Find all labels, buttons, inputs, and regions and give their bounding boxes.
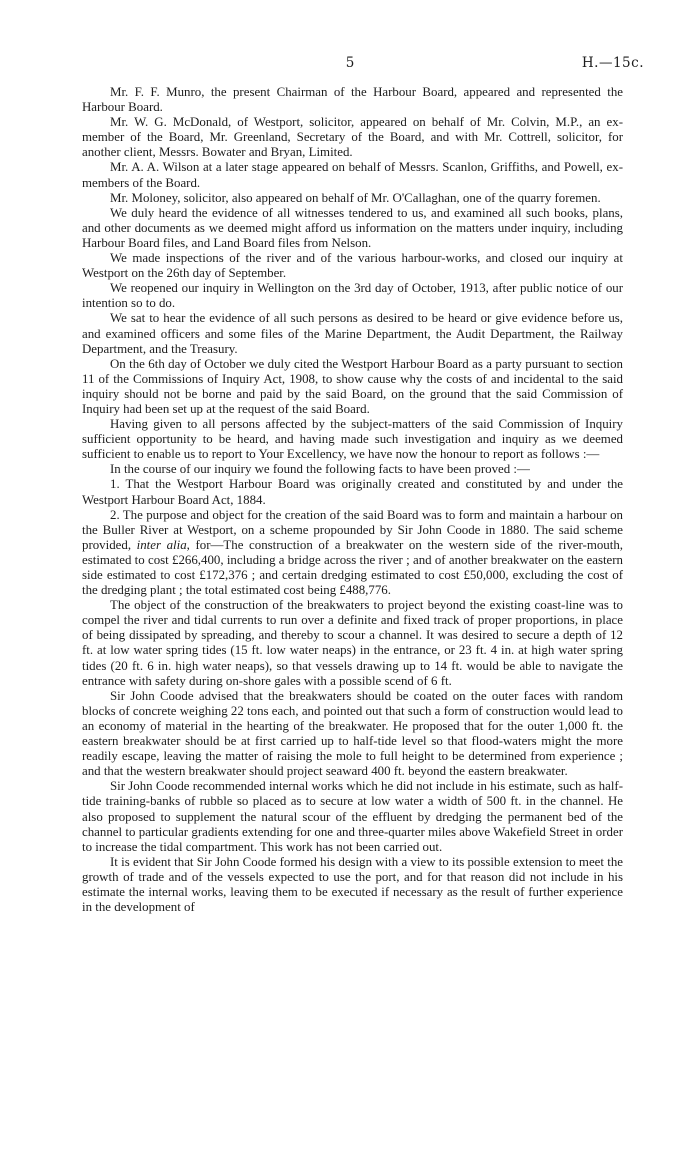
paragraph: Having given to all persons affected by the subject-matters of the said Commission of Inquiry sufficient opportunity to be heard, and having made such investigation and inquiry as we deemed sufficient to enable us to report to Your Excellency, we have now the honour to report as follows :—	[82, 417, 623, 462]
paragraph: We sat to hear the evidence of all such persons as desired to be heard or give evidence before us, and examined officers and some files of the Marine Department, the Audit Department, the Railway Department, and the Treasury.	[82, 311, 623, 356]
page-header	[0, 55, 700, 75]
numbered-paragraph: 1. That the Westport Harbour Board was originally created and constituted by and under the Westport Harbour Board Act, 1884.	[82, 477, 623, 507]
numbered-paragraph: 2. The purpose and object for the creation of the said Board was to form and maintain a harbour on the Buller River at Westport, on a scheme propounded by Sir John Coode in 1880. The said scheme provided, inter alia, for—The construction of a breakwater on the western side of the river-mouth, estimated to cost £266,400, including a bridge across the river ; and of another breakwater on the eastern side estimated to cost £172,376 ; and certain dredging estimated to cost £50,000, excluding the cost of the dredging plant ; the total estimated cost being £488,776.	[82, 507, 623, 598]
paragraph: It is evident that Sir John Coode formed his design with a view to its possible extension to meet the growth of trade and of the vessels expected to use the port, and for that reason did not include in his estimate the internal works, leaving them to be executed if necessary as the result of further experience in the development of	[82, 854, 623, 915]
paragraph: In the course of our inquiry we found the following facts to have been proved :—	[110, 462, 530, 477]
paragraph: Sir John Coode advised that the breakwaters should be coated on the outer faces with random blocks of concrete weighing 22 tons each, and pointed out that such a form of construction would lead to an economy of material in the hearting of the breakwater. He proposed that for the outer 1,000 ft. the eastern breakwater should be at first carried up to half-tide level so that flood-waters might the more readily escape, leaving the matter of raising the mole to full height to be determined from experience ; and that the western breakwater should project seaward 400 ft. beyond the eastern breakwater.	[82, 688, 623, 779]
document-reference: H.—15c.	[581, 55, 644, 71]
report-body	[82, 85, 623, 915]
page-number: 5	[345, 55, 355, 71]
paragraph: We reopened our inquiry in Wellington on the 3rd day of October, 1913, after public notice of our intention so to do.	[82, 281, 623, 311]
paragraph: Mr. W. G. McDonald, of Westport, solicitor, appeared on behalf of Mr. Colvin, M.P., an ex-member of the Board, Mr. Greenland, Secretary of the Board, and with Mr. Cottrell, solicitor, for another client, Messrs. Bowater and Bryan, Limited.	[82, 115, 623, 160]
paragraph: Mr. Moloney, solicitor, also appeared on behalf of Mr. O'Callaghan, one of the quarry foremen.	[110, 190, 601, 205]
paragraph: The object of the construction of the breakwaters to project beyond the existing coast-line was to compel the river and tidal currents to run over a definite and fixed track of proper proportions, in place of being dissipated by spreading, and thereby to scour a channel. It was desired to secure a depth of 12 ft. at low water spring tides (15 ft. low water neaps) in the entrance, or 23 ft. 4 in. at high water spring tides (20 ft. 6 in. high water neaps), so that vessels drawing up to 14 ft. would be able to navigate the entrance with safety during on-shore gales with a possible scend of 6 ft.	[82, 598, 623, 688]
paragraph: We duly heard the evidence of all witnesses tendered to us, and examined all such books, plans, and other documents as we deemed might afford us information on the matters under inquiry, including Harbour Board files, and Land Board files from Nelson.	[82, 205, 623, 250]
paragraph: Mr. F. F. Munro, the present Chairman of the Harbour Board, appeared and represented the Harbour Board.	[82, 85, 623, 115]
paragraph: On the 6th day of October we duly cited the Westport Harbour Board as a party pursuant to section 11 of the Commissions of Inquiry Act, 1908, to show cause why the costs of and incidental to the said inquiry should not be borne and paid by the said Board, on the ground that the said Commission of Inquiry had been set up at the request of the said Board.	[82, 356, 623, 416]
paragraph: Mr. A. A. Wilson at a later stage appeared on behalf of Messrs. Scanlon, Griffiths, and Powell, ex-members of the Board.	[82, 160, 623, 190]
paragraph: We made inspections of the river and of the various harbour-works, and closed our inquiry at Westport on the 26th day of September.	[82, 251, 623, 281]
italic-phrase: inter alia	[136, 537, 187, 552]
paragraph: Sir John Coode recommended internal works which he did not include in his estimate, such as half-tide training-banks of rubble so placed as to secure at low water a width of 500 ft. in the channel. He also proposed to supplement the natural scour of the effluent by dredging the permanent bed of the channel to particular gradients extending for one and three-quarter miles above Wakefield Street in order to increase the tidal compartment. This work has not been carried out.	[82, 779, 624, 854]
